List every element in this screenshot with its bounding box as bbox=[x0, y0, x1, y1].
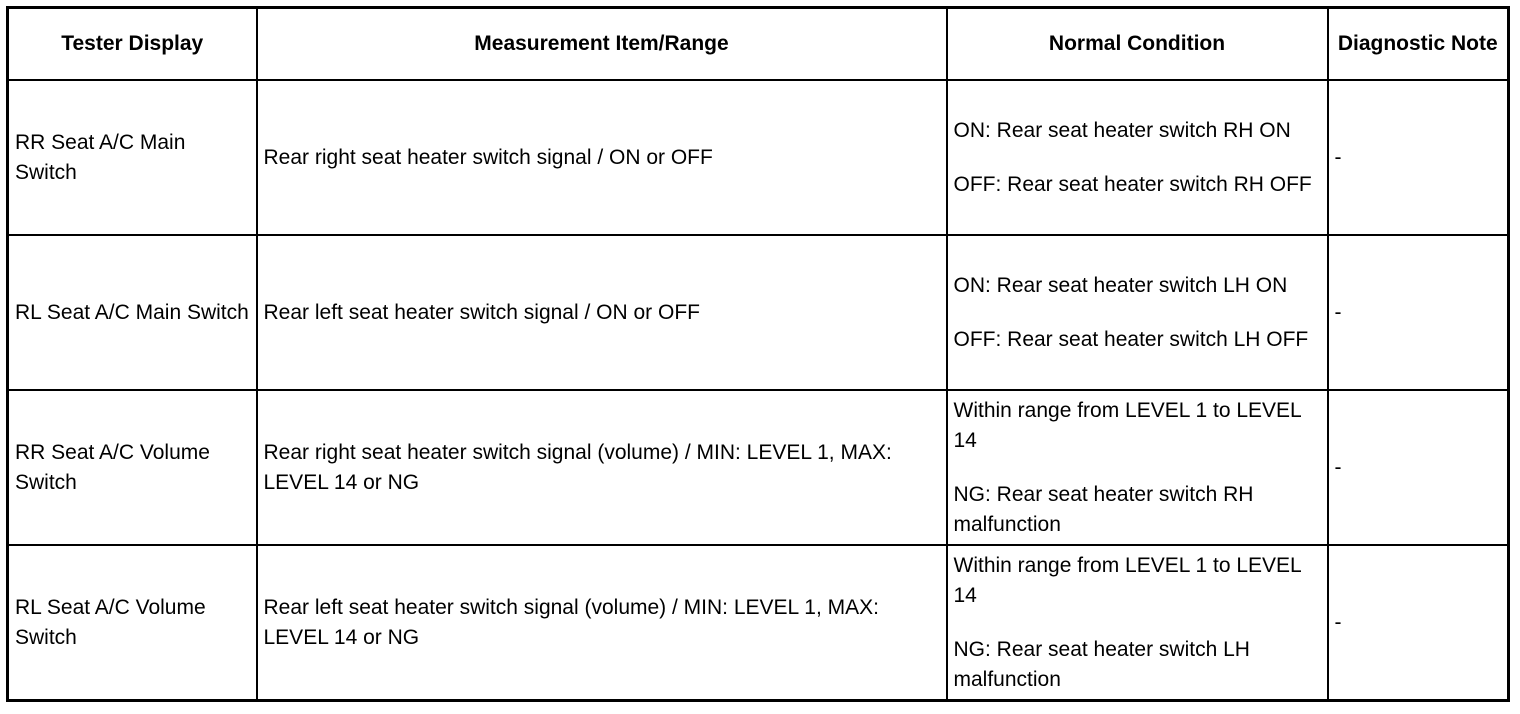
table-header-row bbox=[8, 8, 1509, 81]
header-tester-display: Tester Display bbox=[8, 8, 257, 81]
measurement-cell: Rear right seat heater switch signal / ON or OFF bbox=[257, 80, 947, 235]
measurement-cell: Rear left seat heater switch signal / ON or OFF bbox=[257, 235, 947, 390]
table-row bbox=[8, 80, 1509, 235]
condition-line: OFF: Rear seat heater switch LH OFF bbox=[953, 327, 1309, 351]
condition-line: NG: Rear seat heater switch RH malfunction bbox=[953, 482, 1254, 536]
header-diagnostic-note: Diagnostic Note bbox=[1328, 8, 1509, 81]
header-normal-condition: Normal Condition bbox=[947, 8, 1328, 81]
condition-line: ON: Rear seat heater switch LH ON bbox=[953, 273, 1288, 297]
condition-line: ON: Rear seat heater switch RH ON bbox=[953, 118, 1291, 142]
condition-line: OFF: Rear seat heater switch RH OFF bbox=[953, 172, 1312, 196]
normal-condition-cell bbox=[947, 235, 1328, 390]
table-row bbox=[8, 545, 1509, 701]
diagnostic-data-table bbox=[6, 6, 1510, 702]
tester-display-cell: RL Seat A/C Main Switch bbox=[8, 235, 257, 390]
header-measurement-item: Measurement Item/Range bbox=[257, 8, 947, 81]
measurement-cell: Rear right seat heater switch signal (volume) / MIN: LEVEL 1, MAX: LEVEL 14 or NG bbox=[257, 390, 947, 545]
table-row bbox=[8, 390, 1509, 545]
condition-line: Within range from LEVEL 1 to LEVEL 14 bbox=[953, 553, 1301, 607]
normal-condition-cell bbox=[947, 545, 1328, 701]
diagnostic-note-cell: - bbox=[1328, 80, 1509, 235]
diagnostic-note-cell: - bbox=[1328, 545, 1509, 701]
normal-condition-cell bbox=[947, 390, 1328, 545]
condition-line: Within range from LEVEL 1 to LEVEL 14 bbox=[953, 398, 1301, 452]
tester-display-cell: RR Seat A/C Main Switch bbox=[8, 80, 257, 235]
table-row bbox=[8, 235, 1509, 390]
condition-line: NG: Rear seat heater switch LH malfunction bbox=[953, 637, 1250, 691]
diagnostic-note-cell: - bbox=[1328, 390, 1509, 545]
diagnostic-note-cell: - bbox=[1328, 235, 1509, 390]
measurement-cell: Rear left seat heater switch signal (volume) / MIN: LEVEL 1, MAX: LEVEL 14 or NG bbox=[257, 545, 947, 701]
normal-condition-cell bbox=[947, 80, 1328, 235]
tester-display-cell: RR Seat A/C Volume Switch bbox=[8, 390, 257, 545]
tester-display-cell: RL Seat A/C Volume Switch bbox=[8, 545, 257, 701]
